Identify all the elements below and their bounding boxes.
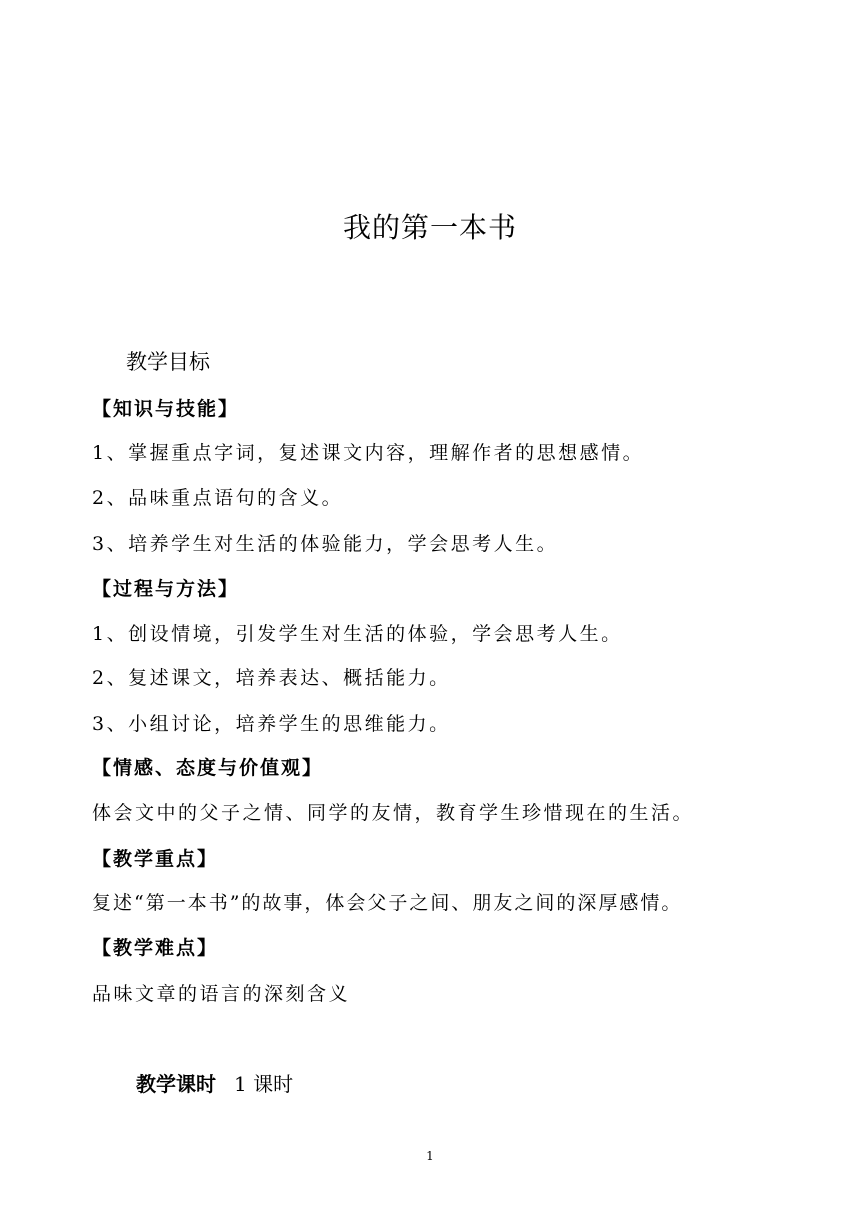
emotion-values-heading: 【情感、态度与价值观】 <box>92 757 324 779</box>
process-item-2: 2、复述课文，培养表达、概括能力。 <box>92 667 451 689</box>
process-methods-heading: 【过程与方法】 <box>92 578 240 600</box>
key-points-heading: 【教学重点】 <box>92 848 219 870</box>
class-hours <box>136 1070 293 1098</box>
teaching-objectives-heading: 教学目标 <box>126 350 210 374</box>
difficulties-heading: 【教学难点】 <box>92 937 219 959</box>
difficulties-text: 品味文章的语言的深刻含义 <box>92 983 351 1005</box>
key-points-text: 复述“第一本书”的故事，体会父子之间、朋友之间的深厚感情。 <box>92 892 683 914</box>
knowledge-item-3: 3、培养学生对生活的体验能力，学会思考人生。 <box>92 533 559 555</box>
page-number: 1 <box>426 1149 434 1163</box>
emotion-values-text: 体会文中的父子之情、同学的友情，教育学生珍惜现在的生活。 <box>92 802 695 824</box>
class-hours-value: 1 课时 <box>234 1072 294 1096</box>
class-hours-label: 教学课时 <box>136 1072 216 1096</box>
knowledge-item-1: 1、掌握重点字词，复述课文内容，理解作者的思想感情。 <box>92 442 645 464</box>
process-item-3: 3、小组讨论，培养学生的思维能力。 <box>92 713 451 735</box>
knowledge-skills-heading: 【知识与技能】 <box>92 398 240 420</box>
knowledge-item-2: 2、品味重点语句的含义。 <box>92 487 344 509</box>
document-title: 我的第一本书 <box>342 211 517 244</box>
process-item-1: 1、创设情境，引发学生对生活的体验，学会思考人生。 <box>92 623 623 645</box>
